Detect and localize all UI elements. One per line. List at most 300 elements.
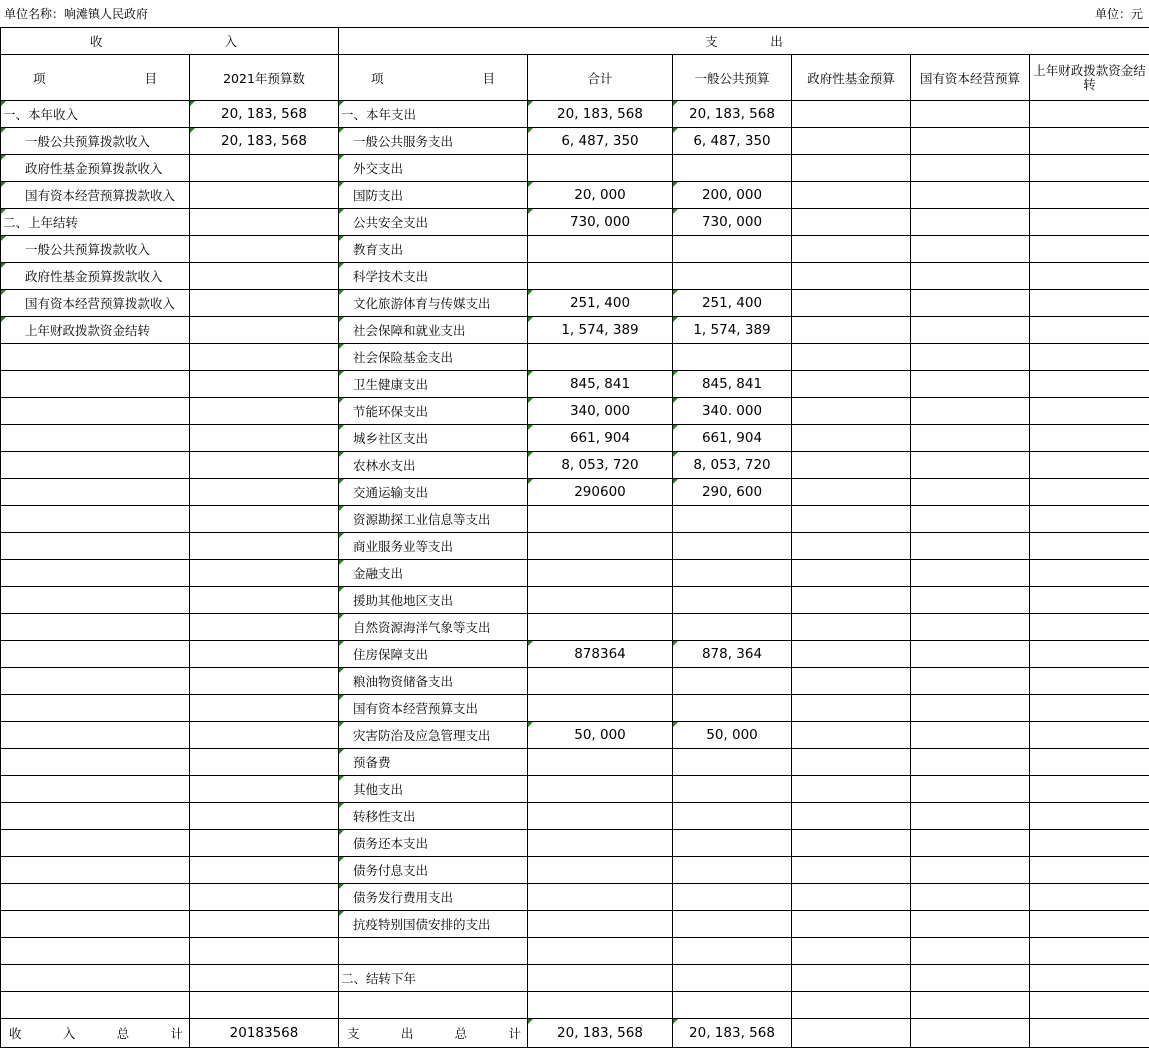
general-public-cell (673, 263, 792, 290)
state-capital-cell (911, 344, 1030, 371)
prev-transfer-cell (1030, 614, 1149, 641)
state-capital-cell (911, 803, 1030, 830)
total-cell (528, 803, 673, 830)
total-cell (528, 560, 673, 587)
total-cell: 251, 400 (528, 290, 673, 317)
prev-transfer-cell (1030, 749, 1149, 776)
income-item-cell (1, 425, 190, 452)
income-item-cell: 二、上年结转 (1, 209, 190, 236)
total-cell (528, 695, 673, 722)
prev-transfer-cell (1030, 371, 1149, 398)
total-cell: 661, 904 (528, 425, 673, 452)
budget-2021-cell (190, 776, 339, 803)
gov-fund-cell (792, 182, 911, 209)
income-item-cell (1, 452, 190, 479)
general-public-header: 一般公共预算 (673, 55, 792, 101)
gov-fund-cell (792, 722, 911, 749)
prev-transfer-cell (1030, 479, 1149, 506)
income-item-cell: 一般公共预算拨款收入 (1, 236, 190, 263)
budget-2021-header: 2021年预算数 (190, 55, 339, 101)
budget-2021-cell (190, 803, 339, 830)
prev-transfer-cell (1030, 965, 1149, 992)
table-row (1, 317, 1149, 344)
general-public-cell: 20, 183, 568 (673, 101, 792, 128)
expense-item-cell: 一、本年支出 (339, 101, 528, 128)
state-capital-cell (911, 479, 1030, 506)
expense-item-cell: 交通运输支出 (339, 479, 528, 506)
total-cell (528, 830, 673, 857)
gov-fund-cell (792, 884, 911, 911)
table-row (1, 101, 1149, 128)
general-public-cell (673, 533, 792, 560)
income-total-label: 收 入 总 计 (1, 1019, 190, 1048)
gov-fund-cell (792, 992, 911, 1019)
general-public-cell (673, 803, 792, 830)
expense-item-cell: 债务付息支出 (339, 857, 528, 884)
income-item-cell (1, 344, 190, 371)
prev-transfer-cell (1030, 425, 1149, 452)
expense-item-cell (339, 992, 528, 1019)
budget-2021-cell (190, 452, 339, 479)
total-header: 合计 (528, 55, 673, 101)
budget-2021-cell (190, 830, 339, 857)
prev-transfer-cell (1030, 290, 1149, 317)
total-cell (528, 614, 673, 641)
expense-item-cell (339, 938, 528, 965)
expense-item-cell: 预备费 (339, 749, 528, 776)
general-public-cell (673, 749, 792, 776)
state-capital-cell (911, 371, 1030, 398)
expense-item-cell: 社会保险基金支出 (339, 344, 528, 371)
general-public-cell: 200, 000 (673, 182, 792, 209)
total-cell (528, 911, 673, 938)
budget-2021-cell (190, 965, 339, 992)
state-capital-cell (911, 236, 1030, 263)
general-public-cell (673, 830, 792, 857)
total-cell: 50, 000 (528, 722, 673, 749)
gov-fund-cell (792, 857, 911, 884)
general-public-cell: 251, 400 (673, 290, 792, 317)
prev-transfer-cell (1030, 128, 1149, 155)
income-item-cell: 国有资本经营预算拨款收入 (1, 182, 190, 209)
budget-2021-cell (190, 992, 339, 1019)
state-capital-cell (911, 560, 1030, 587)
prev-transfer-cell (1030, 938, 1149, 965)
table-row (1, 992, 1149, 1019)
total-cell: 340, 000 (528, 398, 673, 425)
total-cell (528, 938, 673, 965)
prev-transfer-cell (1030, 506, 1149, 533)
total-cell: 1, 574, 389 (528, 317, 673, 344)
table-row (1, 128, 1149, 155)
total-cell (528, 533, 673, 560)
unit-label: 单位：元 (1095, 0, 1143, 27)
budget-table (0, 27, 1149, 1048)
prev-transfer-cell (1030, 641, 1149, 668)
expense-item-cell: 农林水支出 (339, 452, 528, 479)
table-row (1, 614, 1149, 641)
gov-fund-cell (792, 587, 911, 614)
table-row (1, 641, 1149, 668)
gov-fund-total (792, 1019, 911, 1048)
budget-2021-cell (190, 668, 339, 695)
income-item-cell (1, 776, 190, 803)
state-capital-cell (911, 830, 1030, 857)
total-cell (528, 263, 673, 290)
total-cell (528, 587, 673, 614)
budget-2021-cell (190, 290, 339, 317)
budget-2021-cell (190, 344, 339, 371)
expense-general-total-value: 20, 183, 568 (673, 1019, 792, 1048)
general-public-cell (673, 614, 792, 641)
total-cell: 6, 487, 350 (528, 128, 673, 155)
income-item-cell (1, 614, 190, 641)
gov-fund-cell (792, 776, 911, 803)
general-public-cell: 50, 000 (673, 722, 792, 749)
gov-fund-cell (792, 263, 911, 290)
budget-2021-cell (190, 398, 339, 425)
state-capital-header: 国有资本经营预算 (911, 55, 1030, 101)
gov-fund-cell (792, 695, 911, 722)
prev-transfer-cell (1030, 695, 1149, 722)
table-row (1, 290, 1149, 317)
state-capital-cell (911, 398, 1030, 425)
budget-2021-cell (190, 587, 339, 614)
income-item-cell (1, 884, 190, 911)
budget-2021-cell (190, 425, 339, 452)
state-capital-cell (911, 452, 1030, 479)
general-public-cell: 8, 053, 720 (673, 452, 792, 479)
budget-2021-cell: 20, 183, 568 (190, 128, 339, 155)
prev-transfer-cell (1030, 452, 1149, 479)
prev-transfer-cell (1030, 560, 1149, 587)
gov-fund-cell (792, 803, 911, 830)
general-public-cell: 730, 000 (673, 209, 792, 236)
budget-2021-cell (190, 641, 339, 668)
budget-2021-cell (190, 911, 339, 938)
state-capital-cell (911, 182, 1030, 209)
table-row (1, 695, 1149, 722)
expense-item-cell: 国防支出 (339, 182, 528, 209)
total-cell (528, 236, 673, 263)
expense-item-cell: 抗疫特别国债安排的支出 (339, 911, 528, 938)
total-cell (528, 992, 673, 1019)
gov-fund-cell (792, 830, 911, 857)
income-item-cell (1, 371, 190, 398)
expense-item-cell: 粮油物资储备支出 (339, 668, 528, 695)
general-public-cell (673, 884, 792, 911)
income-item-cell (1, 506, 190, 533)
prev-transfer-cell (1030, 155, 1149, 182)
total-cell (528, 506, 673, 533)
prev-transfer-cell (1030, 884, 1149, 911)
prev-transfer-cell (1030, 317, 1149, 344)
expense-item-cell: 债务发行费用支出 (339, 884, 528, 911)
general-public-cell: 661, 904 (673, 425, 792, 452)
table-row (1, 155, 1149, 182)
expense-item-cell: 城乡社区支出 (339, 425, 528, 452)
budget-2021-cell (190, 560, 339, 587)
budget-2021-cell (190, 722, 339, 749)
table-row (1, 911, 1149, 938)
state-capital-cell (911, 533, 1030, 560)
state-capital-cell (911, 317, 1030, 344)
table-row (1, 182, 1149, 209)
income-total-value: 20183568 (190, 1019, 339, 1048)
income-item-cell (1, 911, 190, 938)
prev-transfer-cell (1030, 803, 1149, 830)
total-cell (528, 668, 673, 695)
budget-2021-cell (190, 371, 339, 398)
prev-transfer-cell (1030, 776, 1149, 803)
state-capital-cell (911, 587, 1030, 614)
income-item-cell (1, 938, 190, 965)
expense-item-cell: 教育支出 (339, 236, 528, 263)
table-row (1, 452, 1149, 479)
expense-item-cell: 节能环保支出 (339, 398, 528, 425)
expense-item-cell: 住房保障支出 (339, 641, 528, 668)
expense-item-cell: 国有资本经营预算支出 (339, 695, 528, 722)
gov-fund-cell (792, 290, 911, 317)
gov-fund-cell (792, 614, 911, 641)
general-public-cell: 6, 487, 350 (673, 128, 792, 155)
expense-item-cell: 商业服务业等支出 (339, 533, 528, 560)
total-cell: 845, 841 (528, 371, 673, 398)
budget-2021-cell (190, 857, 339, 884)
budget-2021-cell (190, 317, 339, 344)
income-item-cell (1, 398, 190, 425)
general-public-cell (673, 938, 792, 965)
income-item-cell: 政府性基金预算拨款收入 (1, 263, 190, 290)
prev-transfer-cell (1030, 236, 1149, 263)
group-header-row (1, 28, 1149, 55)
expense-item-cell: 其他支出 (339, 776, 528, 803)
budget-2021-cell (190, 479, 339, 506)
general-public-cell: 290, 600 (673, 479, 792, 506)
income-item-cell (1, 803, 190, 830)
income-item-cell (1, 965, 190, 992)
gov-fund-header: 政府性基金预算 (792, 55, 911, 101)
total-cell: 20, 183, 568 (528, 101, 673, 128)
income-item-cell: 上年财政拨款资金结转 (1, 317, 190, 344)
state-capital-cell (911, 911, 1030, 938)
general-public-cell (673, 911, 792, 938)
income-item-header: 项 目 (1, 55, 190, 101)
prev-transfer-cell (1030, 722, 1149, 749)
expense-item-cell: 自然资源海洋气象等支出 (339, 614, 528, 641)
gov-fund-cell (792, 641, 911, 668)
gov-fund-cell (792, 452, 911, 479)
income-item-cell (1, 857, 190, 884)
expense-item-cell: 二、结转下年 (339, 965, 528, 992)
expense-item-cell: 援助其他地区支出 (339, 587, 528, 614)
table-row (1, 344, 1149, 371)
table-row (1, 857, 1149, 884)
state-capital-cell (911, 722, 1030, 749)
total-cell (528, 884, 673, 911)
general-public-cell: 1, 574, 389 (673, 317, 792, 344)
expense-item-header: 项 目 (339, 55, 528, 101)
gov-fund-cell (792, 749, 911, 776)
gov-fund-cell (792, 155, 911, 182)
income-item-cell (1, 560, 190, 587)
total-cell (528, 776, 673, 803)
income-item-cell (1, 668, 190, 695)
state-capital-cell (911, 884, 1030, 911)
expense-item-cell: 一般公共服务支出 (339, 128, 528, 155)
unit-name-label: 单位名称：响滩镇人民政府 (4, 0, 148, 27)
table-row (1, 722, 1149, 749)
expense-item-cell: 转移性支出 (339, 803, 528, 830)
gov-fund-cell (792, 911, 911, 938)
state-capital-cell (911, 263, 1030, 290)
table-row (1, 776, 1149, 803)
general-public-cell (673, 155, 792, 182)
table-row (1, 371, 1149, 398)
gov-fund-cell (792, 371, 911, 398)
income-item-cell (1, 641, 190, 668)
budget-2021-cell (190, 695, 339, 722)
total-cell: 290600 (528, 479, 673, 506)
budget-2021-cell (190, 506, 339, 533)
table-row (1, 506, 1149, 533)
income-item-cell: 一般公共预算拨款收入 (1, 128, 190, 155)
state-capital-cell (911, 857, 1030, 884)
state-capital-cell (911, 992, 1030, 1019)
prev-transfer-cell (1030, 344, 1149, 371)
state-capital-cell (911, 614, 1030, 641)
table-row (1, 533, 1149, 560)
general-public-cell (673, 695, 792, 722)
general-public-cell: 878, 364 (673, 641, 792, 668)
gov-fund-cell (792, 398, 911, 425)
gov-fund-cell (792, 425, 911, 452)
budget-2021-cell: 20, 183, 568 (190, 101, 339, 128)
total-cell: 20, 000 (528, 182, 673, 209)
gov-fund-cell (792, 209, 911, 236)
budget-2021-cell (190, 614, 339, 641)
prev-transfer-header: 上年财政拨款资金结转 (1030, 55, 1149, 101)
state-capital-cell (911, 101, 1030, 128)
income-item-cell (1, 830, 190, 857)
gov-fund-cell (792, 560, 911, 587)
general-public-cell: 340. 000 (673, 398, 792, 425)
income-item-cell (1, 722, 190, 749)
gov-fund-cell (792, 938, 911, 965)
state-capital-cell (911, 209, 1030, 236)
income-item-cell (1, 587, 190, 614)
general-public-cell: 845, 841 (673, 371, 792, 398)
expense-total-label: 支 出 总 计 (339, 1019, 528, 1048)
gov-fund-cell (792, 317, 911, 344)
income-group-header: 收 入 (1, 28, 339, 55)
budget-2021-cell (190, 938, 339, 965)
prev-transfer-cell (1030, 587, 1149, 614)
general-public-cell (673, 236, 792, 263)
income-item-cell (1, 479, 190, 506)
budget-2021-cell (190, 155, 339, 182)
prev-transfer-cell (1030, 668, 1149, 695)
table-row (1, 236, 1149, 263)
state-capital-cell (911, 695, 1030, 722)
expense-item-cell: 灾害防治及应急管理支出 (339, 722, 528, 749)
gov-fund-cell (792, 344, 911, 371)
income-item-cell (1, 992, 190, 1019)
income-item-cell: 一、本年收入 (1, 101, 190, 128)
expense-item-cell: 公共安全支出 (339, 209, 528, 236)
budget-2021-cell (190, 263, 339, 290)
table-row (1, 830, 1149, 857)
table-row (1, 668, 1149, 695)
budget-2021-cell (190, 533, 339, 560)
table-row (1, 587, 1149, 614)
expense-item-cell: 金融支出 (339, 560, 528, 587)
prev-transfer-cell (1030, 398, 1149, 425)
general-public-cell (673, 506, 792, 533)
column-header-row (1, 55, 1149, 101)
table-row (1, 803, 1149, 830)
general-public-cell (673, 965, 792, 992)
gov-fund-cell (792, 128, 911, 155)
gov-fund-cell (792, 965, 911, 992)
budget-2021-cell (190, 749, 339, 776)
general-public-cell (673, 560, 792, 587)
total-cell: 730, 000 (528, 209, 673, 236)
state-capital-total (911, 1019, 1030, 1048)
gov-fund-cell (792, 479, 911, 506)
income-item-cell (1, 533, 190, 560)
expense-total-value: 20, 183, 568 (528, 1019, 673, 1048)
state-capital-cell (911, 506, 1030, 533)
prev-transfer-cell (1030, 911, 1149, 938)
totals-row (1, 1019, 1149, 1048)
prev-transfer-cell (1030, 830, 1149, 857)
income-item-cell (1, 695, 190, 722)
prev-transfer-cell (1030, 263, 1149, 290)
table-row (1, 398, 1149, 425)
general-public-cell (673, 992, 792, 1019)
table-row (1, 749, 1149, 776)
table-row (1, 965, 1149, 992)
general-public-cell (673, 344, 792, 371)
income-item-cell: 政府性基金预算拨款收入 (1, 155, 190, 182)
expense-item-cell: 卫生健康支出 (339, 371, 528, 398)
table-row (1, 263, 1149, 290)
prev-transfer-cell (1030, 533, 1149, 560)
budget-2021-cell (190, 236, 339, 263)
expense-item-cell: 文化旅游体育与传媒支出 (339, 290, 528, 317)
total-cell (528, 749, 673, 776)
total-cell (528, 344, 673, 371)
expense-item-cell: 社会保障和就业支出 (339, 317, 528, 344)
prev-transfer-cell (1030, 101, 1149, 128)
general-public-cell (673, 587, 792, 614)
table-row (1, 560, 1149, 587)
state-capital-cell (911, 965, 1030, 992)
expense-item-cell: 外交支出 (339, 155, 528, 182)
expense-group-header: 支 出 (339, 28, 1149, 55)
prev-transfer-cell (1030, 182, 1149, 209)
table-row (1, 479, 1149, 506)
total-cell (528, 857, 673, 884)
budget-2021-cell (190, 209, 339, 236)
expense-item-cell: 科学技术支出 (339, 263, 528, 290)
general-public-cell (673, 857, 792, 884)
table-row (1, 884, 1149, 911)
total-cell (528, 965, 673, 992)
gov-fund-cell (792, 668, 911, 695)
gov-fund-cell (792, 533, 911, 560)
